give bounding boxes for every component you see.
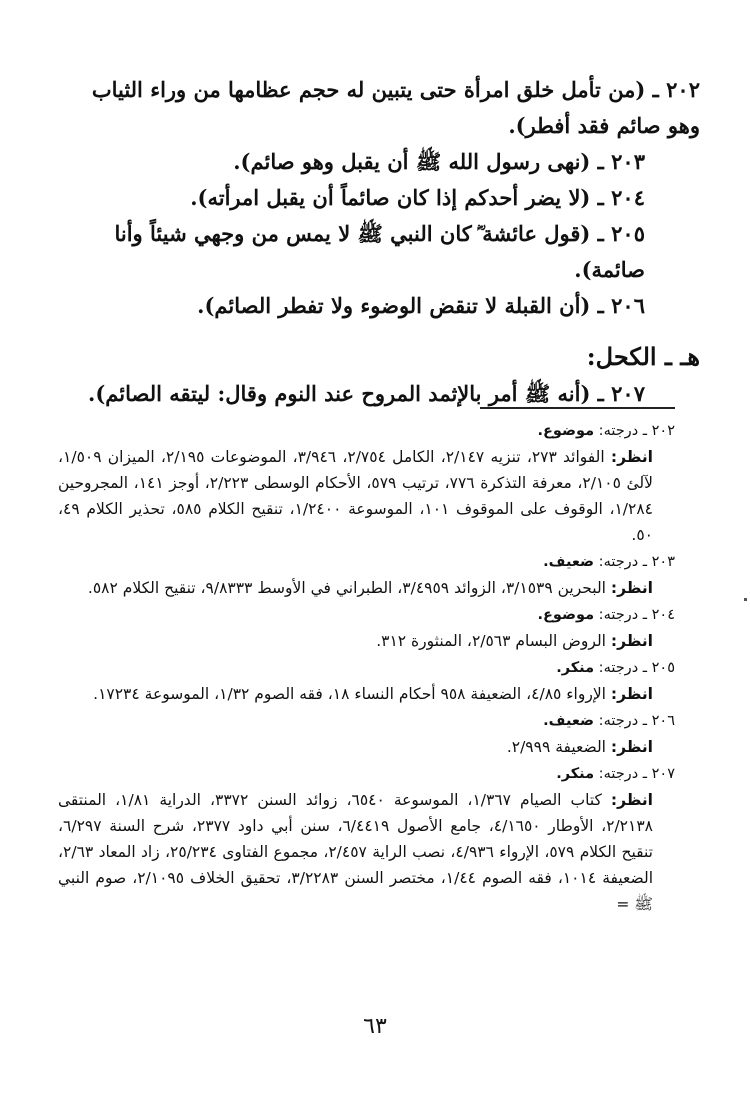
- footnote-head-205: ٢٠٥ ـ درجته: منكر.: [556, 660, 675, 676]
- footnote-body-203: انظر: البحرين ٣/١٥٣٩، الزوائد ٣/٤٩٥٩، الطبراني في الأوسط ٩/٨٣٣٣، تنقيح الكلام ٥٨٢.: [87, 579, 653, 597]
- footnote-body-206: انظر: الضعيفة ٢/٩٩٩.: [506, 738, 653, 756]
- footnotes: [58, 418, 675, 918]
- page-number: ٦٣: [363, 1014, 387, 1039]
- footnote-head-203: ٢٠٣ ـ درجته: ضعيف.: [543, 554, 675, 570]
- footnote-body-207: انظر: كتاب الصيام ١/٣٦٧، الموسوعة ٦٥٤٠، زوائد السنن ٣٣٧٢، الدراية ١/٨١، المنتقى ٢/٢١٣٨، الأوطار ٤/١٦٥٠، جامع الأصول ٦/٤٤١٩، سنن أبي داود ٢٣٧٧، شرح السنة ٦/٢٩٧، تنقيح الكلام ٥٧٩، الإرواء ٤/٩٣٦، نصب الراية ٢/٤٥٧، مجموع الفتاوى ٢٥/٢٣٤، زاد المعاد ٢/٦٣، الضعيفة ١٠١٤، فقه الصوم ١/٤٤، مختصر السنن ٣/٢٢٨٣، تحقيق الخلاف ٢/١٠٩٥، صوم النبي ﷺ =: [58, 791, 653, 913]
- scan-speck: [744, 598, 747, 601]
- footnote-head-206: ٢٠٦ ـ درجته: ضعيف.: [543, 713, 675, 729]
- hadith-203: ٢٠٣ ـ (نهى رسول الله ﷺ أن يقبل وهو صائم).: [233, 149, 645, 174]
- footnote-body-205: انظر: الإرواء ٤/٨٥، الضعيفة ٩٥٨ أحكام النساء ١٨، فقه الصوم ١/٣٢، الموسوعة ١٧٢٣٤.: [93, 685, 653, 703]
- hadith-205: ٢٠٥ ـ (قول عائشة ؓ كان النبي ﷺ لا يمس من وجهي شيئاً وأنا صائمة).: [114, 221, 645, 282]
- footnote-body-202: انظر: الفوائد ٢٧٣، تنزيه ٢/١٤٧، الكامل ٢/٧٥٤، ٣/٩٤٦، الموضوعات ٢/١٩٥، الميزان ١/٥٠٩، لآلئ ٢/١٠٥، معرفة التذكرة ٧٧٦، ترتيب ٥٧٩، الأحكام الوسطى ٢/٢٢٣، أوجز ١٤١، المجروحين ١/٢٨٤، الوقوف على الموقوف ١٠١، الموسوعة ١/٢٤٠٠، تنقيح الكلام ٥٨٥، تحذير الكلام ٤٩، ٥٠.: [58, 448, 653, 544]
- footnote-divider: [480, 407, 675, 409]
- hadith-202: ٢٠٢ ـ (من تأمل خلق امرأة حتى يتبين له حجم عظامها من وراء الثياب وهو صائم فقد أفطر).: [91, 77, 700, 138]
- footnote-head-207: ٢٠٧ ـ درجته: منكر.: [556, 766, 675, 782]
- section-heading: هـ ـ الكحل:: [586, 342, 700, 371]
- hadith-204: ٢٠٤ ـ (لا يضر أحدكم إذا كان صائماً أن يقبل امرأته).: [190, 185, 645, 210]
- main-text: [58, 72, 700, 412]
- footnote-head-202: ٢٠٢ ـ درجته: موضوع.: [537, 423, 675, 439]
- footnote-body-204: انظر: الروض البسام ٢/٥٦٣، المنثورة ٣١٢.: [376, 632, 653, 650]
- hadith-207: ٢٠٧ ـ (أنه ﷺ أمر بالإثمد المروح عند النوم وقال: ليتقه الصائم).: [88, 381, 645, 406]
- hadith-206: ٢٠٦ ـ (أن القبلة لا تنقض الوضوء ولا تفطر الصائم).: [197, 293, 645, 318]
- footnote-head-204: ٢٠٤ ـ درجته: موضوع.: [537, 607, 675, 623]
